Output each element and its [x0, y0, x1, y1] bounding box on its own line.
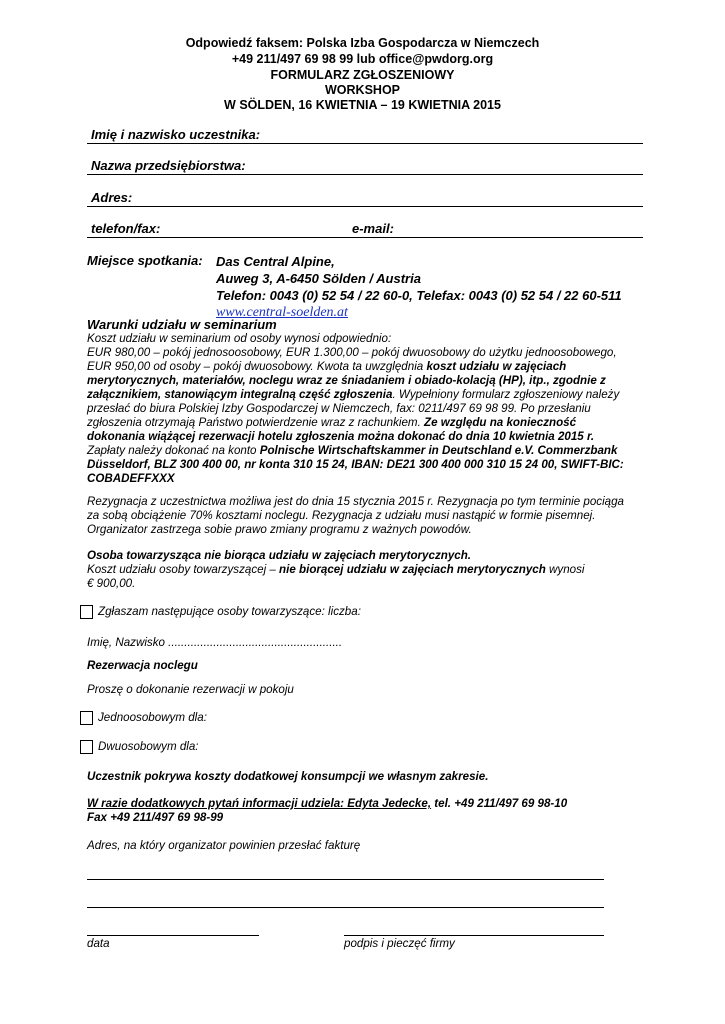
companion-heading: Osoba towarzysząca nie biorąca udziału w zajęciach merytorycznych.: [87, 549, 472, 562]
companion-checkbox-label: Zgłaszam następujące osoby towarzyszące: liczba:: [98, 605, 361, 618]
phone-email-field[interactable]: [87, 221, 643, 238]
venue-contact: Telefon: 0043 (0) 52 54 / 22 60-0, Telefax: 0043 (0) 52 54 / 22 60-511: [216, 288, 622, 303]
conditions-line: Düsseldorf, BLZ 300 400 00, nr konta 310 15 24, IBAN: DE21 300 400 000 310 15 24 00, SWIFT-BIC:: [87, 458, 624, 471]
companion-name-line[interactable]: Imię, Nazwisko ......................................................: [87, 636, 343, 649]
companion-price: € 900,00.: [87, 577, 136, 590]
conditions-line: merytorycznych, materiałów, noclegu wraz ze śniadaniem i obiado-kolacją (HP), itp., zgodnie z: [87, 374, 606, 387]
invoice-address-line-1[interactable]: [87, 879, 604, 880]
header-workshop: WORKSHOP: [325, 83, 400, 97]
double-room-checkbox[interactable]: [80, 740, 93, 754]
participant-name-field[interactable]: [87, 127, 643, 144]
venue-street: Auweg 3, A-6450 Sölden / Austria: [216, 271, 421, 286]
header-contact-line: +49 211/497 69 98 99 lub office@pwdorg.org: [231, 52, 494, 66]
invoice-address-line-2[interactable]: [87, 907, 604, 908]
single-room-label: Jednoosobowym dla:: [98, 711, 207, 724]
conditions-line: Zapłaty należy dokonać na konto Polnische Wirtschaftskammer in Deutschland e.V. Commerzbank: [87, 444, 618, 457]
cancellation-line: Organizator zastrzega sobie prawo zmiany programu z ważnych powodów.: [87, 523, 472, 536]
contact-info-line: W razie dodatkowych pytań informacji udziela: Edyta Jedecke, tel. +49 211/497 69 98-10: [87, 797, 568, 810]
conditions-line: COBADEFFXXX: [87, 472, 175, 485]
conditions-line: załącznikiem, stanowiącym integralną część zgłoszenia. Wypełniony formularz zgłoszeniowy należy: [87, 388, 620, 401]
contact-fax-line: Fax +49 211/497 69 98-99: [87, 811, 224, 824]
venue-name: Das Central Alpine,: [216, 254, 335, 269]
date-label: data: [87, 937, 110, 950]
conditions-line: przesłać do biura Polskiej Izby Gospodarczej w Niemczech, fax: 0211/497 69 98 99. Po przesłaniu: [87, 402, 591, 415]
conditions-line: zgłoszenia otrzymają Państwo potwierdzenie wraz z rachunkiem. Ze względu na konieczność: [87, 416, 577, 429]
phone-fax-label: telefon/fax:: [91, 221, 161, 236]
participant-name-label: Imię i nazwisko uczestnika:: [91, 127, 261, 142]
venue-website-link[interactable]: www.central-soelden.at: [216, 305, 348, 320]
booking-heading: Rezerwacja noclegu: [87, 659, 198, 672]
cancellation-line: Rezygnacja z uczestnictwa możliwa jest do dnia 15 stycznia 2015 r. Rezygnacja po tym terminie pociąga: [87, 495, 625, 508]
companion-paragraph: [87, 549, 657, 591]
invoice-address-label: Adres, na który organizator powinien przesłać fakturę: [87, 839, 361, 852]
company-name-field[interactable]: [87, 158, 643, 175]
company-name-label: Nazwa przedsiębiorstwa:: [91, 158, 246, 173]
cancellation-line: za sobą obciążenie 70% kosztami noclegu. Rezygnacja z udziału musi nastąpić w formie pisemnej.: [87, 509, 596, 522]
meeting-place-label: Miejsce spotkania:: [87, 253, 203, 268]
header-form-title: FORMULARZ ZGŁOSZENIOWY: [270, 68, 455, 82]
conditions-line: EUR 980,00 – pokój jednosoosobowy, EUR 1.300,00 – pokój dwuosobowy do użytku jednoosobowego,: [87, 346, 617, 359]
double-room-label: Dwuosobowym dla:: [98, 740, 199, 753]
address-field[interactable]: [87, 190, 643, 207]
date-signature-line[interactable]: [87, 935, 259, 936]
companion-checkbox[interactable]: [80, 605, 93, 619]
companion-cost-line: Koszt udziału osoby towarzyszącej – nie biorącej udziału w zajęciach merytorycznych wynosi: [87, 563, 585, 576]
cancellation-paragraph: [87, 495, 657, 537]
email-label: e-mail:: [352, 221, 394, 236]
booking-request: Proszę o dokonanie rezerwacji w pokoju: [87, 683, 294, 696]
header-fax-line: Odpowiedź faksem: Polska Izba Gospodarcza w Niemczech: [185, 36, 540, 50]
conditions-line: EUR 950,00 od osoby – pokój dwuosobowy. Kwota ta uwzględnia koszt udziału w zajęciach: [87, 360, 567, 373]
conditions-line: dokonania wiążącej rezerwacji hotelu zgłoszenia można dokonać do dnia 10 kwietnia 2015 r.: [87, 430, 595, 443]
conditions-paragraph: [87, 332, 657, 486]
signature-stamp-label: podpis i pieczęć firmy: [344, 937, 455, 950]
extra-costs-note: Uczestnik pokrywa koszty dodatkowej konsumpcji we własnym zakresie.: [87, 770, 489, 783]
company-signature-line[interactable]: [344, 935, 604, 936]
address-label: Adres:: [91, 190, 133, 205]
single-room-checkbox[interactable]: [80, 711, 93, 725]
header-dates: W SÖLDEN, 16 KWIETNIA – 19 KWIETNIA 2015: [224, 98, 501, 112]
conditions-line: Koszt udziału w seminarium od osoby wynosi odpowiednio:: [87, 332, 392, 345]
conditions-heading: Warunki udziału w seminarium: [87, 317, 277, 332]
meeting-place-details: [216, 253, 622, 321]
